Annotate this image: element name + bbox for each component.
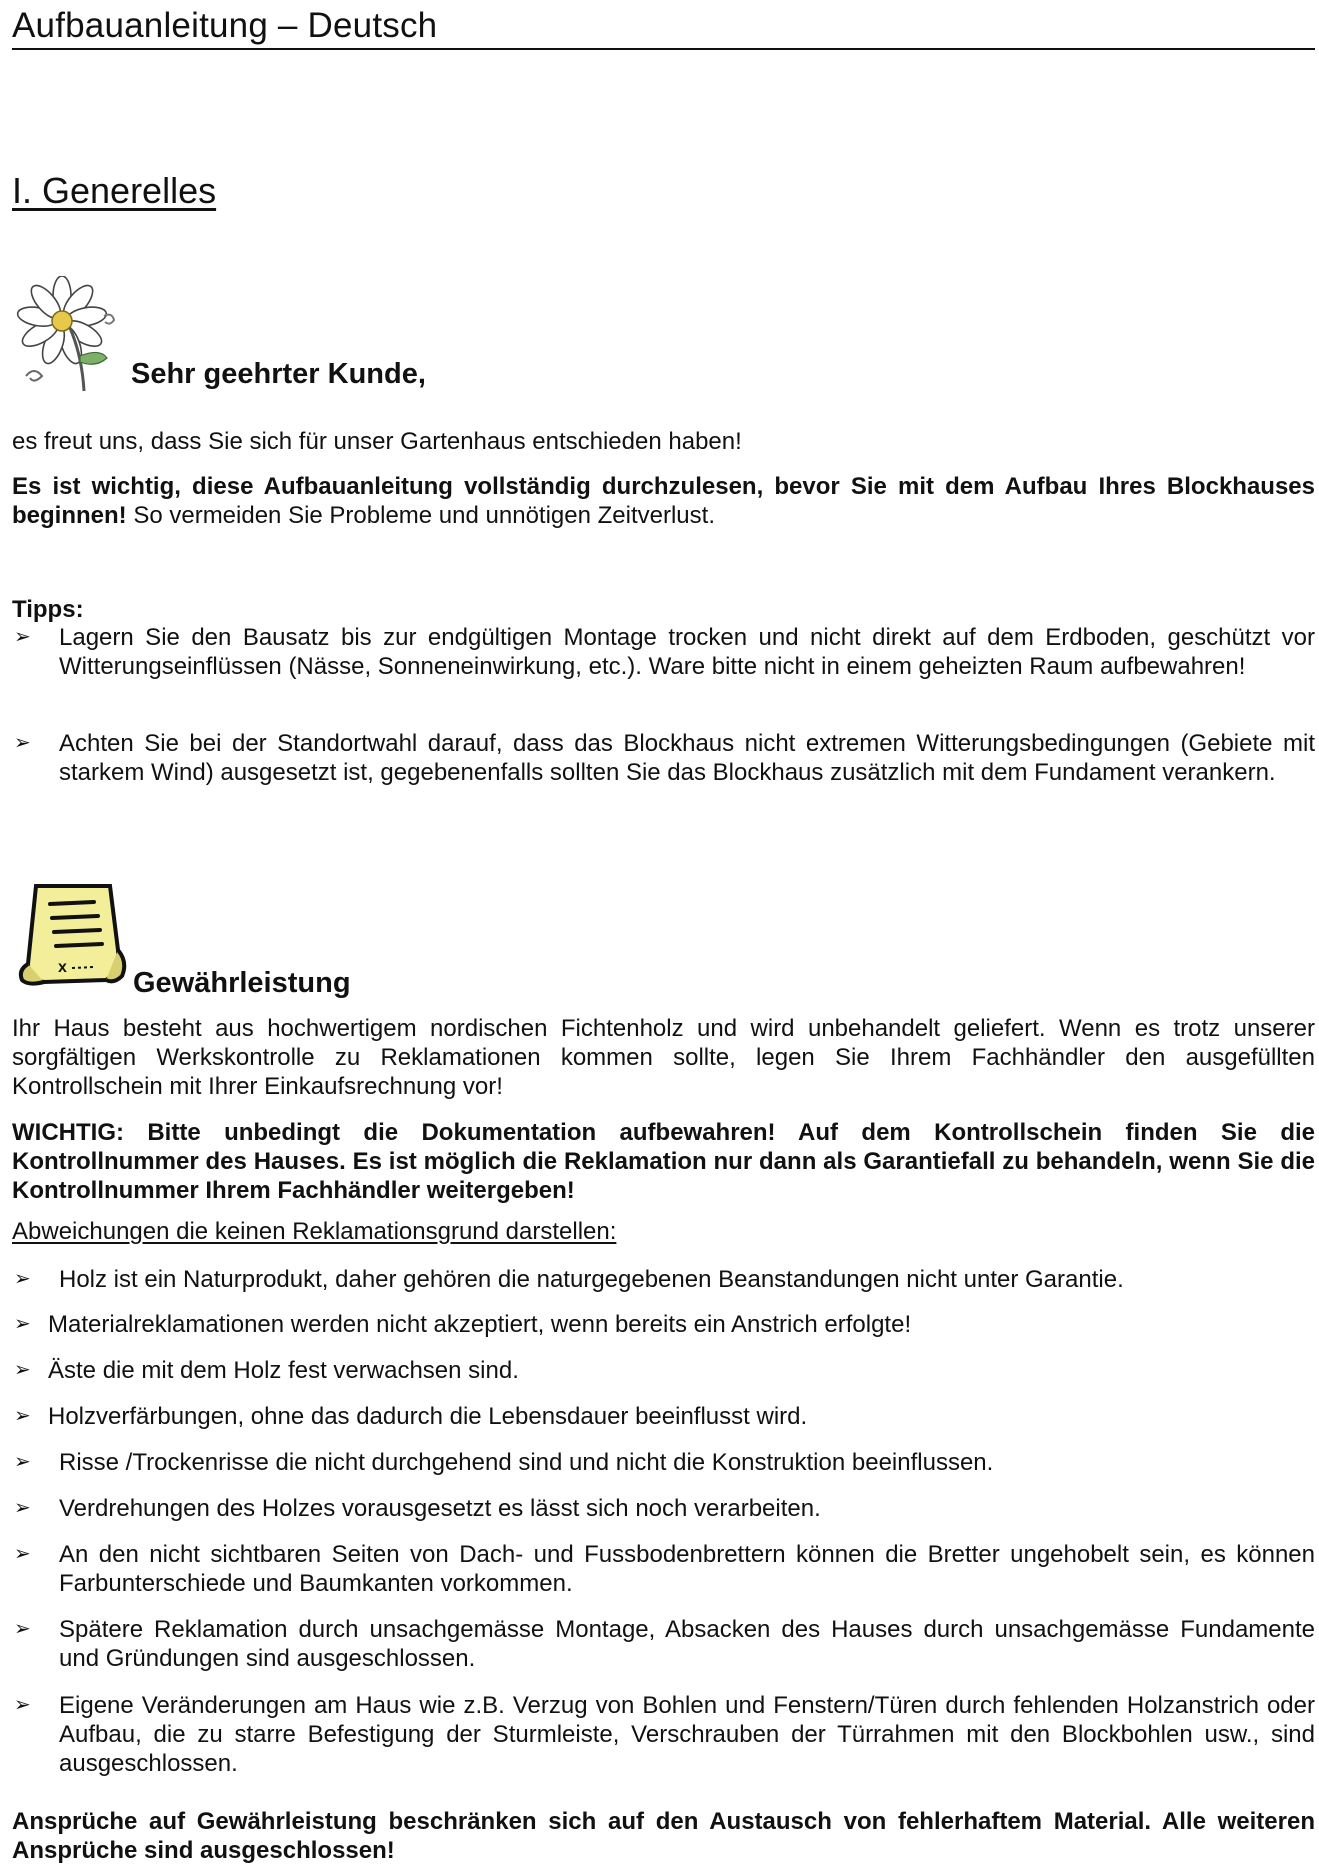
warranty-heading: Gewährleistung (133, 967, 351, 999)
section-title: I. Generelles (12, 170, 217, 211)
important-notice (12, 472, 1315, 530)
greeting-text: es freut uns, dass Sie sich für unser Gartenhaus entschieden haben! (12, 428, 742, 455)
tips-label: Tipps: (12, 596, 84, 623)
list-item-text: Materialreklamationen werden nicht akzeptiert, wenn bereits ein Anstrich erfolgte! (48, 1311, 912, 1338)
list-item (12, 1540, 1315, 1598)
important-notice-bold: Es ist wichtig, diese Aufbauanleitung vollständig durchzulesen, bevor Sie mit dem Aufbau Ihres Blockhauses beginnen! (12, 473, 1315, 529)
bullet-arrow-icon: ➢ (14, 1268, 31, 1290)
list-item-text: Verdrehungen des Holzes vorausgesetzt es lässt sich noch verarbeiten. (59, 1495, 821, 1522)
list-item-text: Achten Sie bei der Standortwahl darauf, dass das Blockhaus nicht extremen Witterungsbedingungen (Gebiete mit starkem Wind) ausgesetzt ist, gegebenenfalls sollten Sie das Blockhaus zusätzlich mit dem Fundament verankern. (59, 730, 1315, 786)
list-item-text: Eigene Veränderungen am Haus wie z.B. Verzug von Bohlen und Fenstern/Türen durch fehlenden Holzanstrich oder Aufbau, die zu starre Befestigung der Sturmleiste, Verschrauben der Türrahmen mit den Blockbohlen usw., sind ausgeschlossen. (59, 1692, 1315, 1777)
bullet-arrow-icon: ➢ (14, 1618, 31, 1640)
list-item-text: Holz ist ein Naturprodukt, daher gehören die naturgegebenen Beanstandungen nicht unter Garantie. (59, 1266, 1124, 1293)
bullet-arrow-icon: ➢ (14, 626, 31, 648)
bullet-arrow-icon: ➢ (14, 1313, 31, 1335)
list-item (12, 1265, 1315, 1294)
list-item-text: Äste die mit dem Holz fest verwachsen sind. (48, 1357, 519, 1384)
list-item-text: Holzverfärbungen, ohne das dadurch die Lebensdauer beeinflusst wird. (48, 1403, 808, 1430)
daisy-flower-icon (12, 276, 122, 396)
warranty-important: WICHTIG: Bitte unbedingt die Dokumentation aufbewahren! Auf dem Kontrollschein finden Sie die Kontrollnummer des Hauses. Es ist möglich die Reklamation nur dann als Garantiefall zu behandeln, wenn Sie die Kontrollnummer Ihrem Fachhändler weitergeben! (12, 1119, 1315, 1204)
document-scroll-icon (14, 880, 132, 990)
list-item (12, 1356, 1315, 1385)
bullet-arrow-icon: ➢ (14, 1359, 31, 1381)
list-item-text: An den nicht sichtbaren Seiten von Dach- und Fussbodenbrettern können die Bretter ungehobelt sein, es können Farbunterschiede und Baumkanten vorkommen. (59, 1541, 1315, 1597)
bullet-arrow-icon: ➢ (14, 1497, 31, 1519)
list-item-text: Spätere Reklamation durch unsachgemässe Montage, Absacken des Hauses durch unsachgemässe Fundamente und Gründungen sind ausgeschlossen. (59, 1616, 1315, 1672)
list-item-text: Risse /Trockenrisse die nicht durchgehend sind und nicht die Konstruktion beeinflussen. (59, 1449, 994, 1476)
bullet-arrow-icon: ➢ (14, 1451, 31, 1473)
bullet-arrow-icon: ➢ (14, 1405, 31, 1427)
list-item (12, 1494, 1315, 1523)
list-item (12, 1615, 1315, 1673)
document-title: Aufbauanleitung – Deutsch (12, 6, 438, 45)
deviations-heading: Abweichungen die keinen Reklamationsgrund darstellen: (12, 1218, 617, 1245)
list-item (12, 1448, 1315, 1477)
list-item (12, 1691, 1315, 1778)
bullet-arrow-icon: ➢ (14, 1543, 31, 1565)
important-notice-rest: So vermeiden Sie Probleme und unnötigen Zeitverlust. (126, 502, 715, 529)
warranty-closing: Ansprüche auf Gewährleistung beschränken sich auf den Austausch von fehlerhaftem Material. Alle weiteren Ansprüche sind ausgeschlossen! (12, 1808, 1315, 1864)
list-item (12, 729, 1315, 787)
bullet-arrow-icon: ➢ (14, 1694, 31, 1716)
document-scroll-icon-mark: x (58, 959, 67, 976)
warranty-intro: Ihr Haus besteht aus hochwertigem nordischen Fichtenholz und wird unbehandelt geliefert. Wenn es trotz unserer sorgfältigen Werkskontrolle zu Reklamationen kommen sollte, legen Sie Ihrem Fachhändler den ausgefüllten Kontrollschein mit Ihrer Einkaufsrechnung vor! (12, 1015, 1315, 1100)
list-item (12, 1310, 1315, 1339)
bullet-arrow-icon: ➢ (14, 732, 31, 754)
list-item (12, 623, 1315, 681)
list-item-text: Lagern Sie den Bausatz bis zur endgültigen Montage trocken und nicht direkt auf dem Erdboden, geschützt vor Witterungseinflüssen (Nässe, Sonneneinwirkung, etc.). Ware bitte nicht in einem geheizten Raum aufbewahren! (59, 624, 1315, 680)
greeting-heading: Sehr geehrter Kunde, (131, 358, 426, 390)
list-item (12, 1402, 1315, 1431)
document-header (12, 4, 1315, 50)
